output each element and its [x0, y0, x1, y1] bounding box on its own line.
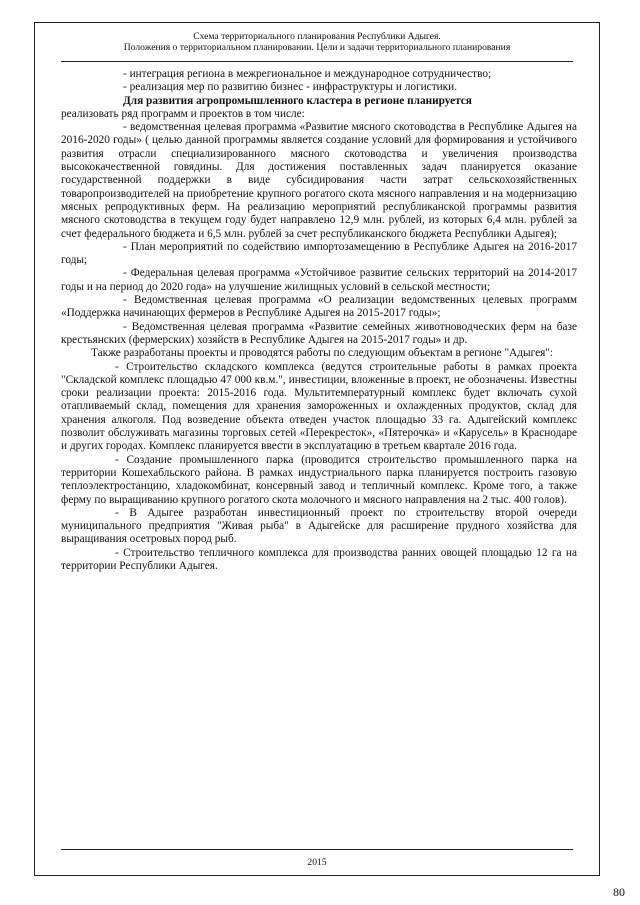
list-item: - реализация мер по развитию бизнес - инфраструктуры и логистики. — [123, 81, 458, 94]
paragraph: реализовать ряд программ и проектов в том числе: — [61, 107, 305, 120]
project-item: - Создание промышленного парка (проводится строительство промышленного парка на территории Кошехабльского района. В рамках индустриального парка планируется построить газовую теплоэлектростанцию, хладокомбинат, консервный завод и тепличный комплекс. Кроме того, а также ферму по выращиванию крупного рогатого скота молочного и мясного направления на 2 тыс. 400 голов). — [61, 453, 577, 506]
project-item: - Строительство тепличного комплекса для производства ранних овощей площадью 12 га на территории Республики Адыгея. — [61, 546, 577, 572]
document-body — [61, 68, 577, 573]
header-subtitle: Положения о территориальном планировании. Цели и задачи территориального планирования — [123, 42, 511, 53]
footer-year: 2015 — [307, 857, 327, 868]
program-item: - План мероприятий по содействию импортозамещению в Республике Адыгея на 2016-2017 годы; — [61, 240, 577, 267]
project-item: - В Адыгее разработан инвестиционный проект по строительству второй очереди муниципального предприятия "Живая рыба" в Адыгейске для расширение прудного хозяйства для выращивания осетровых пород рыб. — [61, 506, 577, 546]
footer-divider — [61, 849, 573, 850]
program-item: - Ведомственная целевая программа «О реализации ведомственных целевых программ «Поддержка начинающих фермеров в Республике Адыгея на 2015-2017 годы»; — [61, 294, 577, 320]
header-title: Схема территориального планирования Республики Адыгея. — [193, 31, 441, 42]
project-item: - Строительство складского комплекса (ведутся строительные работы в рамках проекта "Складской комплекс площадью 47 000 кв.м.", инвестиции, вложенные в проект, не обозначены. Известны сроки реализации проекта: 2015-2016 года. Мультитемпературный комплекс будет включать сухой отапливаемый склад, помещения для хранения замороженных и охлажденных продуктов, склад для хранения алкоголя. Под возведение объекта отведен участок площадью 33 га. Адыгейский комплекс позволит обслуживать магазины торговых сетей «Перекресток», «Пятерочка» и «Карусель» в Краснодаре и других городах. Комплекс планируется ввести в эксплуатацию в третьем квартале 2016 года. — [61, 360, 577, 453]
page-frame — [34, 22, 625, 899]
page-header — [35, 31, 599, 53]
program-item: - ведомственная целевая программа «Развитие мясного скотоводства в Республике Адыгея на 2016-2020 годы» ( целью данной программы является создание условий для формирования и устойчивого развития отрасли специализированного мясного скотоводства и увеличения производства высококачественной говядины. Для достижения поставленных задач планируется оказание государственной поддержки в виде субсидирования части затрат сельскохозяйственных товаропроизводителей на приобретение крупного рогатого скота мясного направления и на модернизацию мясных репродуктивных ферм. На реализацию мероприятий республиканской программы развития мясного скотоводства в текущем году будет направлено 12,9 млн. рублей, из которых 6,4 млн. рублей за счет федерального бюджета и 6,5 млн. рублей за счет республиканского бюджета Республики Адыгея); — [61, 121, 577, 240]
header-divider — [61, 61, 573, 62]
section-lead-bold: Для развития агропромышленного кластера в регионе планируется — [123, 94, 472, 107]
program-item: - Ведомственная целевая программа «Развитие семейных животноводческих ферм на базе крестьянских (фермерских) хозяйств в Республике Адыгея на 2015-2017 годы» и др. — [61, 320, 577, 346]
paragraph: Также разработаны проекты и проводятся работы по следующим объектам в регионе "Адыгея": — [91, 347, 554, 360]
list-item: - интеграция региона в межрегиональное и международное сотрудничество; — [123, 68, 492, 80]
program-item: - Федеральная целевая программа «Устойчивое развитие сельских территорий на 2014-2017 годы и на период до 2020 года» на улучшение жилищных условий в сельской местности; — [61, 267, 577, 293]
page-number: 80 — [613, 885, 625, 899]
section-lead — [61, 95, 577, 108]
